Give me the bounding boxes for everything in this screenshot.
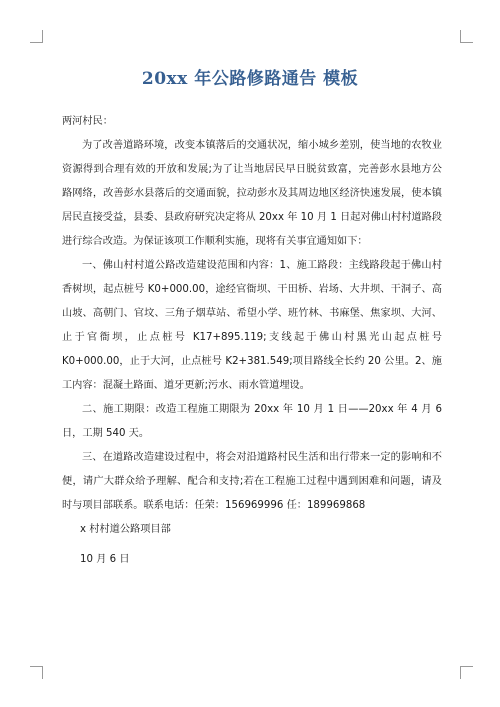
signature: x 村村道公路项目部 [80,524,171,535]
date: 10 月 6 日 [80,554,130,565]
crop-mark-top-right [460,30,473,43]
crop-mark-bottom-right [460,666,473,679]
document-title: 20xx 年公路修路通告 模板 [141,69,359,89]
salutation: 两河村民： [62,116,113,127]
paragraph-intro: 为了改善道路环境，改变本镇落后的交通状况，缩小城乡差别，使当地的农牧业资源得到合理有效的开放和发展;为了让当地居民早日脱贫致富，完善彭水县地方公路网络，改善彭水县落后的交通面貌，拉动彭水及其周边地区经济快速发展，使本镇居民直接受益，县委、县政府研究决定将从 20xx 年 10 月 1 日起对佛山村村道路段进行综合改造。为保证该项工作顺利实施，现将有关事宜通知如下： [62,140,442,247]
paragraph-period: 二、施工期限：改造工程施工期限为 20xx 年 10 月 1 日——20xx 年 4 月 6 日，工期 540 天。 [62,404,442,439]
paragraph-scope: 一、佛山村村道公路改造建设范围和内容：1、施工路段：主线路段起于佛山村香树坝，起点桩号 K0+000.00，途经官衙坝、干田桥、岩场、大井坝、干洞子、高山坡、高朝门、官坟、三角子烟草站、希望小学、班竹林、书麻堡、焦家坝、大河、止于官衙坝，止点桩号 K17+895.119;支线起于佛山村黑光山起点桩号 K0+000.00，止于大河，止点桩号 K2+381.549;项目路线全长约 20 公里。2、施工内容：混凝土路面、道牙更新;污水、雨水管道埋设。 [62,260,442,391]
crop-mark-bottom-left [30,666,43,679]
paragraph-notice: 三、在道路改造建设过程中，将会对沿道路村民生活和出行带来一定的影响和不便，请广大群众给予理解、配合和支持;若在工程施工过程中遇到困难和问题，请及时与项目部联系。联系电话：任荣：156969996 任：189969868 [62,452,442,511]
crop-mark-top-left [30,30,43,43]
document-body [62,110,442,572]
